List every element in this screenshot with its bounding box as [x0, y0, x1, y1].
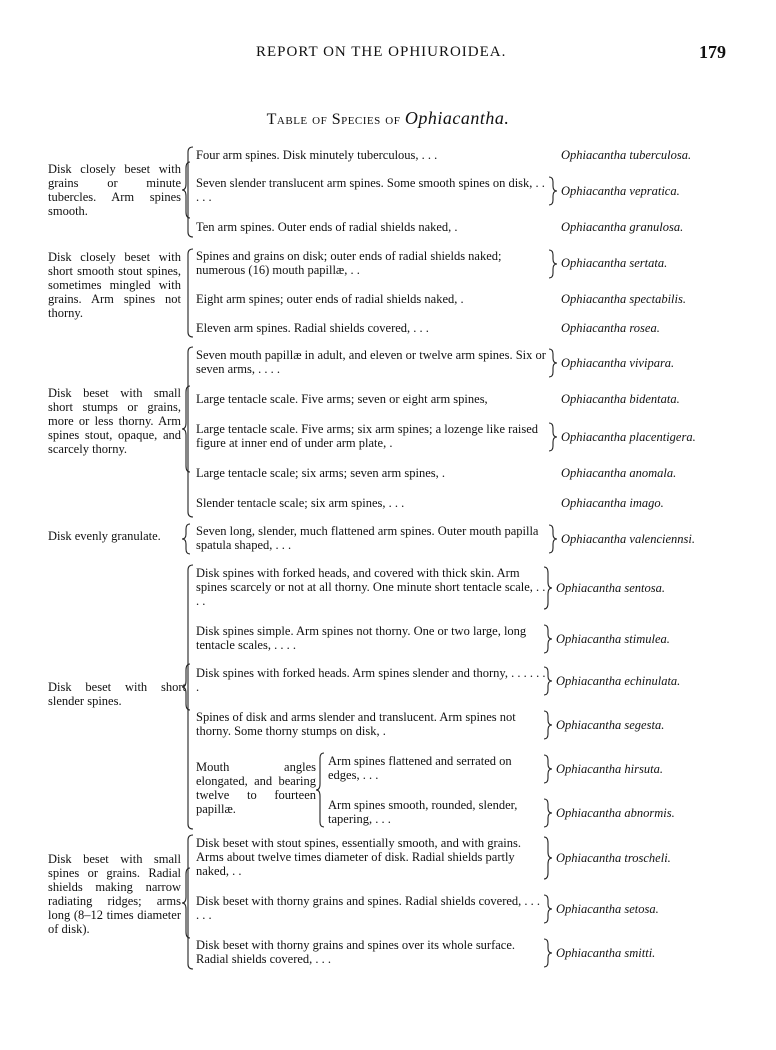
entry-brace [543, 755, 553, 783]
entry-brace [543, 837, 553, 879]
species-name: Ophiacantha imago. [561, 496, 664, 510]
group-label: Disk beset with short slender spines. [48, 680, 186, 708]
species-name: Ophiacantha sentosa. [556, 581, 666, 595]
entry-description: Eight arm spines; outer ends of radial shields naked, . [196, 292, 464, 306]
entry-brace [548, 177, 558, 205]
entry-description: Ten arm spines. Outer ends of radial shields naked, . [196, 220, 458, 234]
page-number: 179 [699, 42, 726, 62]
species-name: Ophiacantha smitti. [556, 946, 656, 960]
entry-brace [543, 711, 553, 739]
group-bracket [186, 248, 194, 338]
group-bracket [186, 346, 194, 518]
entry-description: Seven slender translucent arm spines. Some smooth spines on disk, . . . . . [196, 176, 545, 204]
entry-description: Arm spines smooth, rounded, slender, tapering, . . . [328, 798, 518, 826]
species-name: Ophiacantha troscheli. [556, 851, 671, 865]
species-name: Ophiacantha valenciennsi. [561, 532, 695, 546]
entry-description: Eleven arm spines. Radial shields covered, . . . [196, 321, 429, 335]
entry-description: Disk beset with thorny grains and spines over its whole surface. Radial shields covered, . . . [196, 938, 516, 966]
group-label: Disk beset with small short stumps or grains, more or less thorny. Arm spines stout, opaque, and scarcely thorny. [48, 386, 181, 456]
entry-description: Four arm spines. Disk minutely tuberculous, . . . [196, 148, 438, 162]
group-bracket [186, 146, 194, 238]
entry-brace [548, 250, 558, 278]
species-name: Ophiacantha rosea. [561, 321, 660, 335]
table-title [0, 108, 776, 129]
entry-description: Arm spines flattened and serrated on edges, . . . [328, 754, 512, 782]
entry-description: Disk spines with forked heads. Arm spines slender and thorny, . . . . . . . [196, 666, 546, 694]
entry-description: Large tentacle scale. Five arms; six arm spines; a lozenge like raised figure at inner end of under arm plate, . [196, 422, 539, 450]
entry-description: Large tentacle scale. Five arms; seven or eight arm spines, [196, 392, 488, 406]
species-name: Ophiacantha setosa. [556, 902, 659, 916]
entry-description: Spines and grains on disk; outer ends of radial shields naked; numerous (16) mouth papillæ, . . [196, 249, 502, 277]
species-name: Ophiacantha segesta. [556, 718, 665, 732]
running-title: REPORT ON THE OPHIUROIDEA. [256, 44, 507, 60]
entry-description: Disk beset with thorny grains and spines. Radial shields covered, . . . . . . [196, 894, 541, 922]
table-title-prefix: Table of Species of [266, 111, 401, 128]
species-name: Ophiacantha anomala. [561, 466, 677, 480]
species-name: Ophiacantha bidentata. [561, 392, 680, 406]
species-name: Ophiacantha stimulea. [556, 632, 670, 646]
table-title-genus: Ophiacantha. [404, 108, 510, 128]
species-name: Ophiacantha sertata. [561, 256, 668, 270]
group-label: Disk closely beset with grains or minute tubercles. Arm spines smooth. [48, 162, 181, 218]
species-name: Ophiacantha spectabilis. [561, 292, 686, 306]
entry-brace [548, 349, 558, 377]
subgroup-bracket [316, 752, 326, 828]
species-name: Ophiacantha hirsuta. [556, 762, 663, 776]
entry-description: Disk beset with stout spines, essentially smooth, and with grains. Arms about twelve times diameter of disk. Radial shields partly naked, . . [196, 836, 521, 878]
entry-description: Seven mouth papillæ in adult, and eleven or twelve arm spines. Six or seven arms, . . . . [196, 348, 546, 376]
entry-brace [543, 625, 553, 653]
entry-description: Slender tentacle scale; six arm spines, . . . [196, 496, 405, 510]
group-label: Disk closely beset with short smooth stout spines, sometimes mingled with grains. Arm spines not thorny. [48, 250, 181, 320]
entry-brace [543, 939, 553, 967]
entry-brace [543, 799, 553, 827]
species-name: Ophiacantha vivipara. [561, 356, 675, 370]
entry-brace [543, 895, 553, 923]
subgroup-label: Mouth angles elongated, and bearing twelve to fourteen papillæ. [196, 760, 316, 816]
group-label: Disk evenly granulate. [48, 529, 161, 543]
entry-description: Spines of disk and arms slender and translucent. Arm spines not thorny. Some thorny stumps on disk, . [196, 710, 516, 738]
species-name: Ophiacantha vepratica. [561, 184, 680, 198]
group-label: Disk beset with small spines or grains. Radial shields making narrow radiating ridges; arms long (8–12 times diameter of disk). [48, 852, 181, 936]
entry-brace [543, 567, 553, 609]
entry-description: Disk spines simple. Arm spines not thorny. One or two large, long tentacle scales, . . . . [196, 624, 527, 652]
species-name: Ophiacantha echinulata. [556, 674, 681, 688]
entry-description: Disk spines with forked heads, and covered with thick skin. Arm spines scarcely or not at all thorny. One minute short tentacle scale, . . . . [196, 566, 546, 608]
species-name: Ophiacantha abnormis. [556, 806, 675, 820]
species-name: Ophiacantha granulosa. [561, 220, 684, 234]
species-name: Ophiacantha tuberculosa. [561, 148, 692, 162]
entry-description: Large tentacle scale; six arms; seven arm spines, . [196, 466, 445, 480]
group-bracket [186, 834, 194, 970]
entry-description: Seven long, slender, much flattened arm spines. Outer mouth papilla spatula shaped, . . . [196, 524, 539, 552]
entry-brace [548, 525, 558, 553]
group-brace [182, 524, 192, 554]
entry-brace [548, 423, 558, 451]
species-name: Ophiacantha placentigera. [561, 430, 696, 444]
group-bracket [186, 564, 194, 830]
entry-brace [543, 667, 553, 695]
